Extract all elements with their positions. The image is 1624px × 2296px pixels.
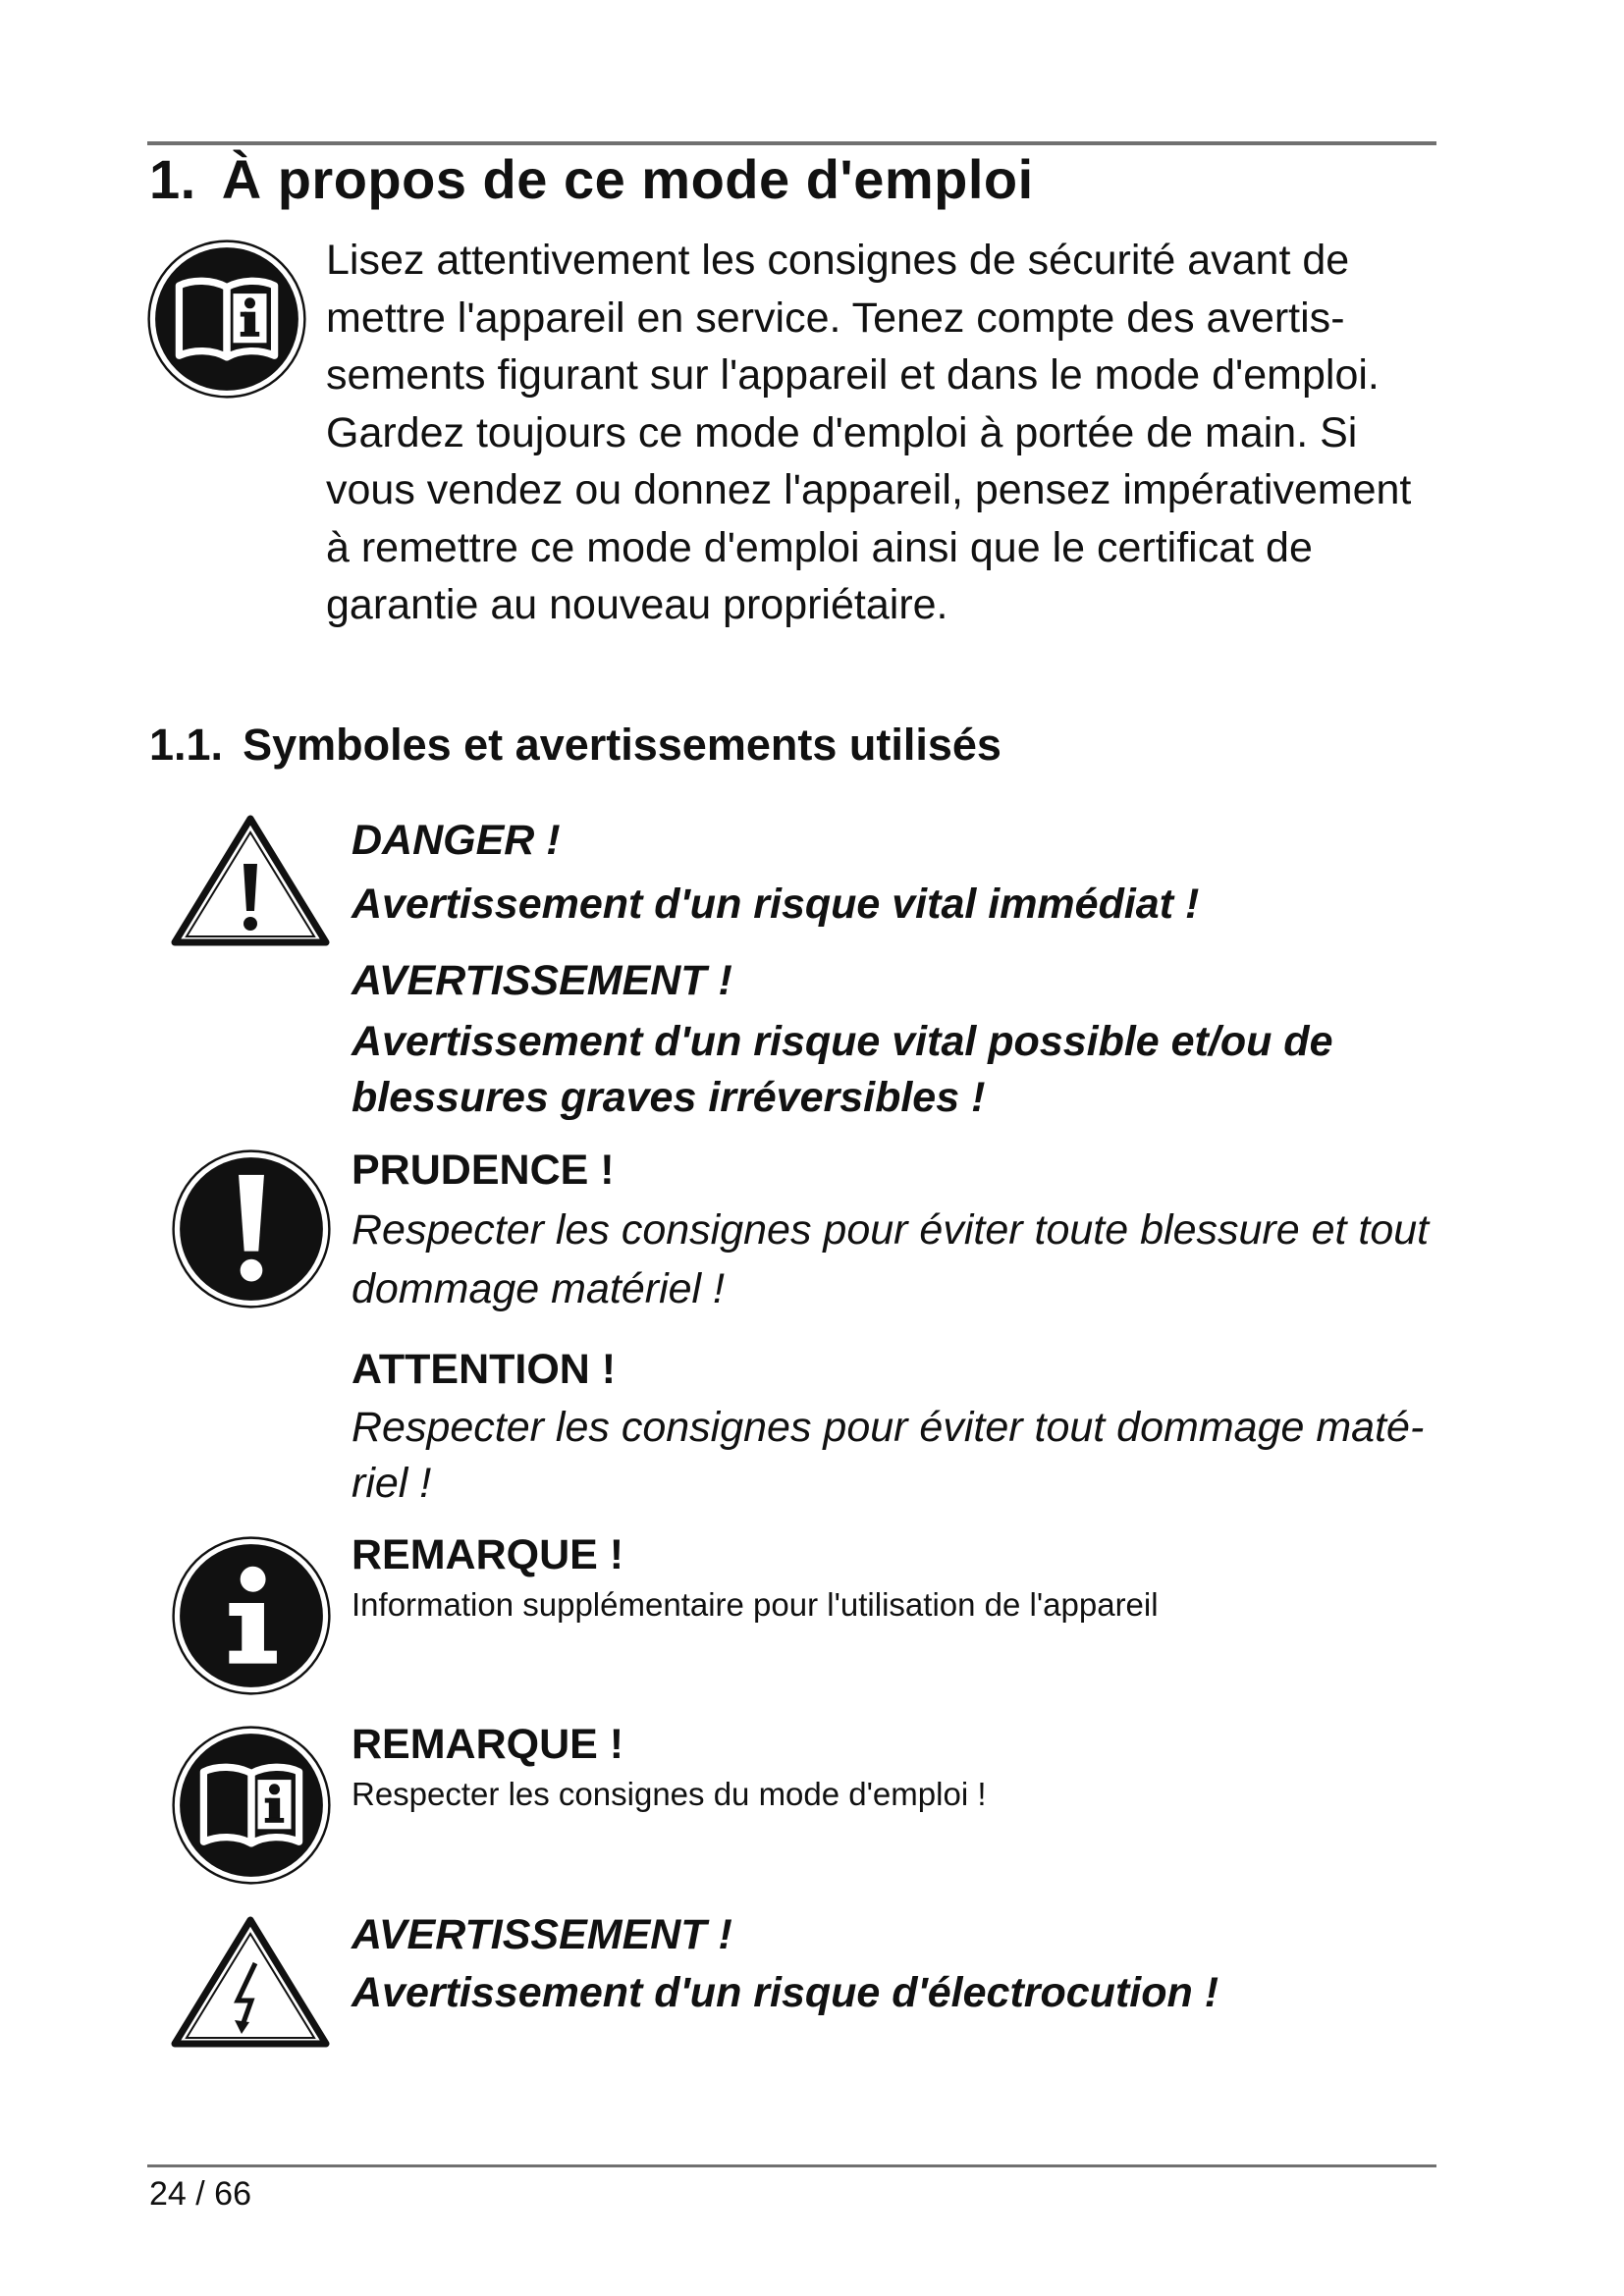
symbol-warning: [352, 952, 1441, 1126]
symbol-electric: [352, 1906, 1441, 2021]
intro-text: [326, 232, 1440, 634]
manual-book-icon: [172, 1726, 331, 1885]
note-manual-text: Respecter les consignes du mode d'emploi !: [352, 1776, 987, 1812]
warning-triangle-icon: [169, 813, 332, 950]
intro-paragraph-1: Lisez attentivement les consignes de sécurité avant de mettre l'appareil en service. Tenez compte des avertissements figurant sur l'appareil et dans le mode d'emploi.: [326, 237, 1380, 399]
subsection-number: 1.1.: [149, 720, 224, 770]
subsection-title: Symboles et avertissements utilisés: [243, 720, 1001, 770]
info-icon: [172, 1536, 331, 1695]
attention-text: Respecter les consignes pour éviter tout dommage matériel !: [352, 1404, 1425, 1507]
caution-exclamation-icon: [172, 1149, 331, 1308]
symbol-danger: [352, 812, 1441, 933]
section-heading: [149, 147, 1034, 211]
page-number: 24 / 66: [149, 2175, 251, 2213]
intro-paragraph-2: Gardez toujours ce mode d'emploi à portée de main. Si vous vendez ou donnez l'appareil, pensez impérativement à remettre ce mode d'emploi ainsi que le certificat de garantie au nouveau propriétaire.: [326, 408, 1412, 628]
subsection-heading: [149, 720, 1001, 771]
caution-text: Respecter les consignes pour éviter toute blessure et tout dommage matériel !: [352, 1206, 1430, 1312]
symbol-note-manual: [352, 1716, 1441, 1816]
electric-text: Avertissement d'un risque d'électrocution !: [352, 1969, 1219, 2016]
warning-text: Avertissement d'un risque vital possible et/ou de blessures graves irréversibles !: [352, 1018, 1333, 1121]
danger-label: DANGER !: [352, 817, 561, 864]
note-manual-label: REMARQUE !: [352, 1721, 624, 1768]
section-title: À propos de ce mode d'emploi: [221, 148, 1034, 210]
bottom-rule: [147, 2164, 1436, 2167]
note-info-text: Information supplémentaire pour l'utilisation de l'appareil: [352, 1586, 1159, 1623]
symbol-note-info: [352, 1526, 1441, 1627]
danger-text: Avertissement d'un risque vital immédiat !: [352, 881, 1200, 928]
read-manual-icon: [147, 240, 306, 399]
caution-label: PRUDENCE !: [352, 1147, 615, 1194]
symbol-attention: [352, 1341, 1441, 1512]
attention-label: ATTENTION !: [352, 1346, 617, 1393]
symbol-caution: [352, 1142, 1441, 1318]
warning-label: AVERTISSEMENT !: [352, 957, 732, 1004]
section-number: 1.: [149, 148, 196, 210]
electric-shock-icon: [169, 1914, 332, 2052]
top-rule: [147, 141, 1436, 145]
electric-label: AVERTISSEMENT !: [352, 1911, 732, 1958]
note-info-label: REMARQUE !: [352, 1531, 624, 1578]
